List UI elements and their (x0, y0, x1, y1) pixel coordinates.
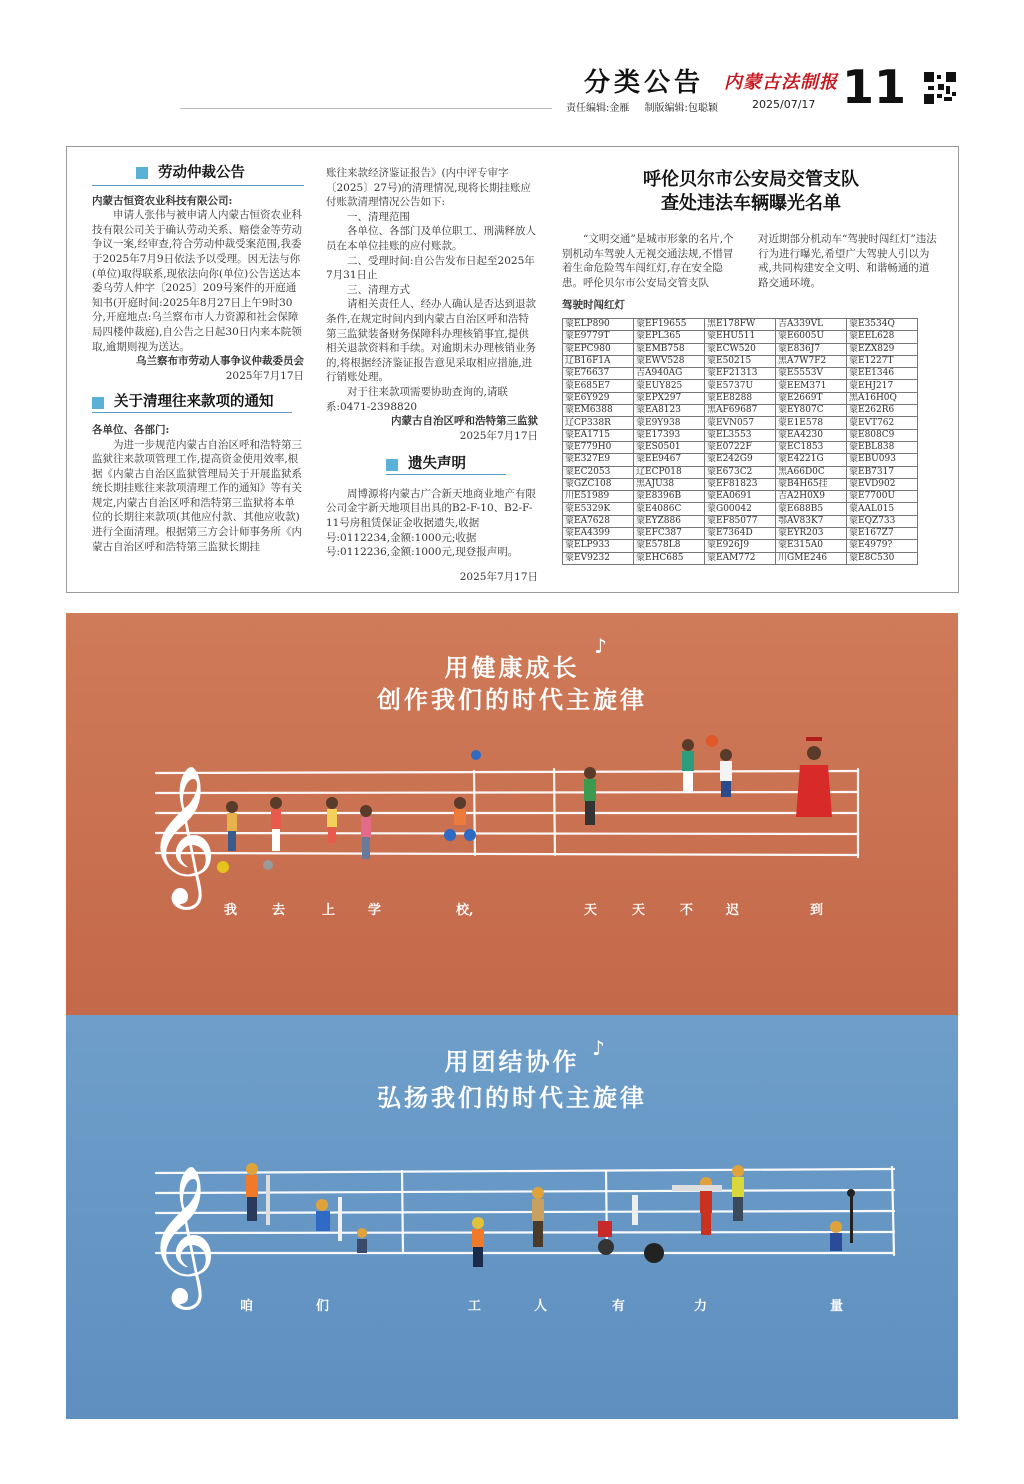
plate-cell: 蒙E6Y929 (563, 392, 634, 404)
plate-cell: 黑A66D0C (776, 466, 847, 478)
plate-cell: 蒙EY807C (776, 405, 847, 417)
plate-cell: 蒙E9Y938 (634, 417, 705, 429)
plate-cell: 蒙E76637 (563, 368, 634, 380)
plate-cell: 蒙E5553V (776, 368, 847, 380)
lyric-char: 人 (534, 1299, 548, 1314)
table-row (563, 405, 918, 417)
poster-health-line2: 创作我们的时代主旋律 (377, 686, 647, 714)
plate-cell: 蒙E9779T (563, 331, 634, 343)
plate-cell: 蒙EF21313 (705, 368, 776, 380)
plate-table-caption: 驾驶时闯红灯 (562, 299, 625, 311)
plate-cell: 蒙EC1853 (776, 441, 847, 453)
plate-cell: 吉A940AG (634, 368, 705, 380)
editors (566, 99, 730, 114)
plate-cell: 蒙EM6388 (563, 405, 634, 417)
plate-cell: 蒙EA7628 (563, 515, 634, 527)
table-row (563, 515, 918, 527)
lyric-char: 不 (680, 903, 694, 918)
plate-cell: 吉A339VL (776, 319, 847, 331)
plate-cell: 蒙EBL838 (847, 441, 918, 453)
plate-cell: 蒙EUY825 (634, 380, 705, 392)
plate-cell: 蒙EPL365 (634, 331, 705, 343)
plate-cell: 蒙E578L8 (634, 540, 705, 552)
labor-arbitration-heading (136, 166, 286, 183)
column-2 (326, 166, 538, 584)
labor-signature: 乌兰察布市劳动人事争议仲裁委员会 (136, 355, 304, 368)
plate-cell: 蒙E3534Q (847, 319, 918, 331)
labor-date: 2025年7月17日 (225, 369, 304, 382)
loss-title: 遗失声明 (408, 456, 466, 473)
plate-cell: 黑AJU38 (634, 478, 705, 490)
clearing-date: 2025年7月17日 (459, 429, 538, 442)
lyric-char: 去 (272, 903, 286, 918)
plate-cell: 蒙EPC980 (563, 343, 634, 355)
plate-cell: 蒙ES0501 (634, 441, 705, 453)
plate-cell: 蒙EVN057 (705, 417, 776, 429)
plate-cell: 蒙E8C530 (847, 552, 918, 564)
lyric-char: 天 (632, 903, 646, 918)
plate-cell: 蒙E1E578 (776, 417, 847, 429)
plate-cell: 蒙EE8288 (705, 392, 776, 404)
plate-cell: 蒙ELP933 (563, 540, 634, 552)
plate-cell: 蒙E4979? (847, 540, 918, 552)
table-row (563, 355, 918, 367)
plate-cell: 蒙E2669T (776, 392, 847, 404)
clearing-item3-body: 请相关责任人、经办人确认是否达到退款条件,在规定时间内到内蒙古自治区呼和浩特第三监狱装备财务保障科办理核销事宜,提供相关退款资料和手续。对逾期未办理核销业务的,将根据经济鉴证报告意见采取相应措施,进行销账处理。 (326, 298, 536, 384)
lyric-char: 我 (224, 903, 238, 918)
plate-cell: 鄂AV83K7 (776, 515, 847, 527)
plate-cell: 蒙EC2053 (563, 466, 634, 478)
plate-cell: 蒙E17393 (634, 429, 705, 441)
plate-cell: 蒙EFC387 (634, 528, 705, 540)
plate-cell: 蒙ECW520 (705, 343, 776, 355)
plate-cell: 蒙EA4399 (563, 528, 634, 540)
plate-cell: 蒙G00042 (705, 503, 776, 515)
clearing-contact: 对于往来款项需要协助查询的,请联系:0471-2398820 (326, 385, 508, 413)
plate-cell: 蒙E167Z7 (847, 528, 918, 540)
plate-cell: 蒙EA0691 (705, 491, 776, 503)
plate-cell: 蒙B4H65挂 (776, 478, 847, 490)
table-row (563, 540, 918, 552)
clearing-heading (92, 395, 292, 413)
plate-cell: 黑E178FW (705, 319, 776, 331)
plate-cell: 吉A2H0X9 (776, 491, 847, 503)
table-row (563, 441, 918, 453)
plate-cell: 蒙E4221G (776, 454, 847, 466)
lyric-char: 力 (694, 1299, 708, 1314)
labor-body: 申请人张伟与被申请人内蒙古恒资农业科技有限公司关于确认劳动关系、赔偿金等劳动争议一案,经审查,符合劳动仲裁受案范围,我委于2025年7月9日依法予以受理。因无法与你(单位)取得联系,现依法向你(单位)公告送达本委乌劳人仲字〔2025〕209号案件的开庭通知书(开庭时间:2025年8月27日上午9时30分,开庭地点:乌兰察布市人力资源和社会保障局四楼仲裁庭),自公告之日起30日内来本院领取,逾期则视为送达。 (92, 209, 302, 353)
music-note-icon: ♪ (594, 634, 607, 658)
plate-cell: 蒙E673C2 (705, 466, 776, 478)
lyric-char: 学 (368, 903, 382, 918)
plate-cell: 黑A7W7F2 (776, 355, 847, 367)
plate-cell: 蒙E8396B (634, 491, 705, 503)
table-row (563, 454, 918, 466)
traffic-intro-right-text: 对近期部分机动车“驾驶时闯红灯”违法行为进行曝光,希望广大驾驶人引以为戒,共同构建安全文明、和谐畅通的道路交通环境。 (758, 233, 937, 289)
lyric-char: 量 (830, 1299, 844, 1314)
lyric-char: 上 (322, 903, 336, 918)
plate-cell: 黑AF69687 (705, 405, 776, 417)
poster-unity-line1: 用团结协作 (444, 1048, 580, 1076)
chief-editor: 责任编辑:金雁 (566, 103, 630, 114)
clearing-item3-head: 三、清理方式 (347, 283, 410, 296)
header-rule (180, 108, 552, 109)
labor-arbitration-title: 劳动仲裁公告 (158, 165, 245, 181)
plate-cell: 蒙EHC685 (634, 552, 705, 564)
column-1 (92, 166, 304, 554)
plate-cell: 蒙EPX297 (634, 392, 705, 404)
plate-cell: 蒙EVT762 (847, 417, 918, 429)
plate-cell: 黑A16H0Q (847, 392, 918, 404)
plate-cell: 蒙EEM371 (776, 380, 847, 392)
plate-cell: 蒙EEL628 (847, 331, 918, 343)
lyric-char: 校, (456, 903, 474, 918)
plate-cell: 蒙E5737U (705, 380, 776, 392)
plate-cell: 蒙E779H0 (563, 441, 634, 453)
lyric-char: 到 (810, 903, 824, 918)
lyric-char: 们 (316, 1299, 330, 1314)
table-row (563, 392, 918, 404)
table-row (563, 503, 918, 515)
music-note-icon: ♪ (592, 1036, 605, 1060)
table-row (563, 528, 918, 540)
poster-health-line1: 用健康成长 (444, 654, 580, 682)
section-marker-icon (386, 459, 398, 471)
loss-heading (386, 457, 506, 475)
plate-cell: 蒙E4086C (634, 503, 705, 515)
plate-cell: 蒙E5329K (563, 503, 634, 515)
plate-cell: 蒙EL3553 (705, 429, 776, 441)
table-row (563, 319, 918, 331)
table-row (563, 368, 918, 380)
lyric-char: 迟 (726, 903, 740, 918)
loss-body: 周博源将内蒙古广合新天地商业地产有限公司金宇新天地项目出具的B2-F-10、B2-F-11号房租赁保证金收据遗失,收据号:0112234,金额:1000元;收据号:0112236,金额:1000元,现登报声明。 (326, 487, 536, 559)
plate-cell: 蒙E688B5 (776, 503, 847, 515)
table-row (563, 478, 918, 490)
plate-cell: 蒙E808C9 (847, 429, 918, 441)
plate-cell: 蒙EAM772 (705, 552, 776, 564)
table-row (563, 552, 918, 564)
table-row (563, 466, 918, 478)
clearing-title: 关于清理往来款项的通知 (114, 394, 274, 411)
plate-cell: 蒙EHJ217 (847, 380, 918, 392)
poster-unity-line2: 弘扬我们的时代主旋律 (377, 1084, 647, 1112)
poster-unity (66, 1015, 958, 1419)
poster-health (66, 613, 958, 1015)
plate-cell: 辽ECP018 (634, 466, 705, 478)
plate-cell: 蒙EHU511 (705, 331, 776, 343)
section-marker-icon (136, 167, 148, 179)
plate-cell: 蒙EYR203 (776, 528, 847, 540)
plate-cell: 蒙E262R6 (847, 405, 918, 417)
plate-table (562, 318, 918, 565)
plate-cell: 蒙EBU093 (847, 454, 918, 466)
plate-cell: 蒙E685E7 (563, 380, 634, 392)
page-number: 11 (842, 60, 907, 114)
plate-cell: 蒙EF19655 (634, 319, 705, 331)
lyric-char: 有 (612, 1299, 626, 1314)
plate-cell: 蒙EA4230 (776, 429, 847, 441)
clearing-item1-body: 各单位、各部门及单位职工、刑满释放人员在本单位挂账的应付账款。 (326, 225, 536, 252)
table-row (563, 429, 918, 441)
plate-cell: 蒙EE9467 (634, 454, 705, 466)
loss-date: 2025年7月17日 (459, 570, 538, 583)
plate-cell: 蒙AAL015 (847, 503, 918, 515)
plate-cell: 蒙E242G9 (705, 454, 776, 466)
plate-cell: 蒙E0722F (705, 441, 776, 453)
plate-cell: 蒙EF81823 (705, 478, 776, 490)
layout-editor: 制版编辑:包聪颖 (644, 103, 718, 114)
plate-cell: 蒙E50215 (705, 355, 776, 367)
plate-cell: 蒙E6005U (776, 331, 847, 343)
treble-clef-icon: 𝄞 (146, 1165, 217, 1304)
traffic-title (566, 168, 936, 216)
clearing-body-start: 为进一步规范内蒙古自治区呼和浩特第三监狱往来款项管理工作,提高资金使用效率,根据《内蒙古自治区监狱管理局关于开展监狱系统长期挂账往来款项清理工作的通知》等有关规定,内蒙古自治区呼和浩特第三监狱将本单位的长期往来款项(其他应付款、其他应收款)进行全面清理。根据第三方会计师事务所《内蒙古自治区呼和浩特第三监狱长期挂 (92, 438, 302, 553)
labor-addressee: 内蒙古恒资农业科技有限公司: (92, 194, 233, 207)
table-row (563, 491, 918, 503)
plate-cell: 蒙EV9232 (563, 552, 634, 564)
plate-cell: 辽B16F1A (563, 355, 634, 367)
plate-cell: 蒙EVD902 (847, 478, 918, 490)
plate-cell: 蒙EZX829 (847, 343, 918, 355)
lyric-char: 咱 (240, 1299, 254, 1314)
plate-cell: 蒙E1227T (847, 355, 918, 367)
table-row (563, 417, 918, 429)
plate-cell: 蒙EA1715 (563, 429, 634, 441)
treble-clef-icon: 𝄞 (146, 765, 217, 904)
plate-cell: 蒙EA8123 (634, 405, 705, 417)
plate-cell: 蒙E926J9 (705, 540, 776, 552)
table-row (563, 343, 918, 355)
plate-cell: 蒙EWV528 (634, 355, 705, 367)
qr-code-icon[interactable] (924, 72, 956, 104)
plate-cell: 蒙E836J7 (776, 343, 847, 355)
table-row (563, 380, 918, 392)
plate-cell: 蒙EMB758 (634, 343, 705, 355)
section-marker-icon (92, 397, 104, 409)
traffic-title-line2: 查处违法车辆曝光名单 (661, 193, 841, 214)
lyric-char: 天 (584, 903, 598, 918)
section-name: 分类公告 (584, 68, 705, 98)
traffic-title-line1: 呼伦贝尔市公安局交管支队 (643, 169, 859, 190)
clearing-item1-head: 一、清理范围 (347, 210, 410, 223)
plate-cell: 蒙EB7317 (847, 466, 918, 478)
plate-cell: 蒙EQZ733 (847, 515, 918, 527)
traffic-intro-left-text: “文明交通”是城市形象的名片,个别机动车驾驶人无视交通法规,不惜冒着生命危险驾车闯红灯,存在安全隐患。呼伦贝尔市公安局交管支队 (562, 233, 734, 289)
traffic-intro-left (562, 232, 742, 290)
plate-cell: 蒙E7700U (847, 491, 918, 503)
plate-cell: 蒙EYZ886 (634, 515, 705, 527)
plate-cell: 蒙ELP890 (563, 319, 634, 331)
plate-cell: 蒙E7364D (705, 528, 776, 540)
plate-cell: 川E51989 (563, 491, 634, 503)
plate-cell: 辽CP338R (563, 417, 634, 429)
table-row (563, 331, 918, 343)
plate-cell: 蒙E327E9 (563, 454, 634, 466)
paper-logo: 内蒙古法制报 (724, 72, 838, 93)
clearing-signature: 内蒙古自治区呼和浩特第三监狱 (391, 415, 538, 428)
plate-cell: 蒙EE1346 (847, 368, 918, 380)
clearing-addressee: 各单位、各部门: (92, 423, 170, 436)
clearing-body-cont: 账往来款经济鉴证报告》(内中评专审字〔2025〕27号)的清理情况,现将长期挂账应付账款清理情况公告如下: (326, 167, 532, 209)
lyric-char: 工 (468, 1299, 482, 1314)
plate-cell: 蒙E315A0 (776, 540, 847, 552)
issue-date: 2025/07/17 (752, 98, 816, 111)
traffic-intro-right (758, 232, 938, 290)
clearing-item2: 二、受理时间:自公告发布日起至2025年7月31日止 (326, 254, 535, 282)
plate-cell: 蒙GZC108 (563, 478, 634, 490)
plate-cell: 川GME246 (776, 552, 847, 564)
plate-cell: 蒙EF85077 (705, 515, 776, 527)
